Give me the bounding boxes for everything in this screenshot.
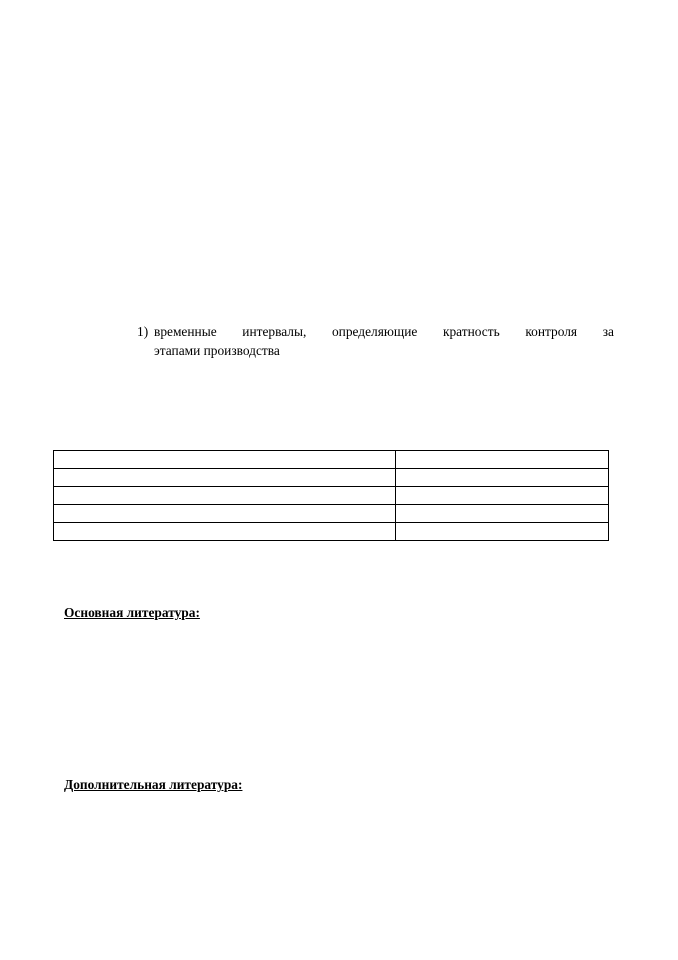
table-row [54, 469, 609, 487]
empty-table [53, 450, 609, 541]
list-word: временные [154, 324, 217, 339]
table-row [54, 487, 609, 505]
table-cell [396, 523, 609, 541]
table-cell [396, 505, 609, 523]
numbered-list-item [137, 322, 614, 360]
list-item-text-line-2: этапами производства [154, 343, 280, 358]
list-number: 1) [137, 324, 149, 339]
additional-literature-heading: Дополнительная литература: [64, 777, 243, 792]
table-cell [54, 487, 396, 505]
list-word: контроля [525, 324, 578, 339]
list-word: кратность [442, 324, 500, 339]
table-cell [396, 451, 609, 469]
table-cell [54, 469, 396, 487]
table-row [54, 523, 609, 541]
list-word: определяющие [331, 324, 418, 339]
table-cell [54, 451, 396, 469]
list-item-text-line-1 [154, 322, 614, 341]
list-word: интервалы, [242, 324, 307, 339]
table-row [54, 505, 609, 523]
table-row [54, 451, 609, 469]
table-cell [54, 505, 396, 523]
table-cell [396, 469, 609, 487]
list-word: за [602, 324, 614, 339]
table-cell [396, 487, 609, 505]
table-cell [54, 523, 396, 541]
main-literature-heading: Основная литература: [64, 605, 200, 620]
